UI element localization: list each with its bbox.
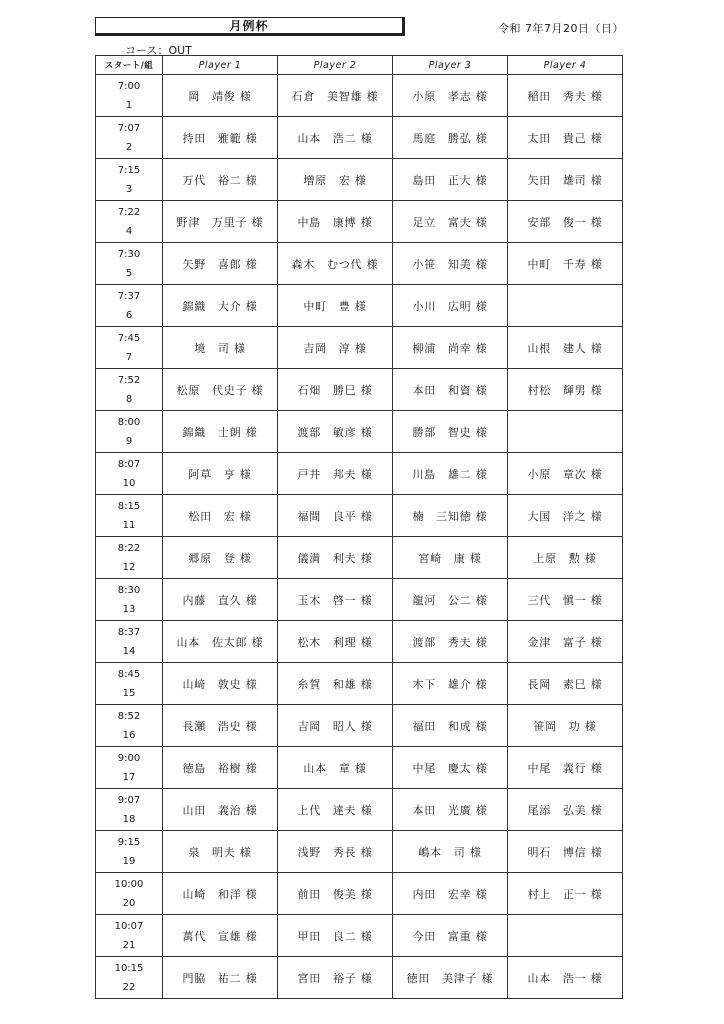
start-cell (96, 369, 163, 411)
group-number: 7 (125, 351, 133, 363)
start-time: 10:07 (114, 920, 144, 932)
group-number: 21 (122, 939, 136, 951)
player-2-cell: 浅野 秀長 様 (278, 831, 393, 873)
document-title: 月例杯 (95, 17, 405, 36)
player-2-cell: 糸賀 和雄 様 (278, 663, 393, 705)
player-3-cell: 嶋本 司 様 (393, 831, 508, 873)
player-3-cell: 今田 富重 様 (393, 915, 508, 957)
player-2-cell: 山本 浩二 様 (278, 117, 393, 159)
player-4-cell (508, 285, 623, 327)
start-time: 8:15 (117, 500, 141, 512)
player-4-cell: 小原 章次 様 (508, 453, 623, 495)
start-time: 8:37 (117, 626, 141, 638)
group-number: 13 (122, 603, 136, 615)
player-2-cell: 松木 利理 様 (278, 621, 393, 663)
player-1-cell: 岡 靖俊 様 (163, 75, 278, 117)
group-number: 11 (122, 519, 136, 531)
player-4-cell: 明石 博信 様 (508, 831, 623, 873)
start-time: 8:00 (117, 416, 141, 428)
player-1-cell: 持田 雅範 様 (163, 117, 278, 159)
start-time: 7:07 (117, 122, 141, 134)
column-header-player-1: Player 1 (163, 56, 278, 75)
group-number: 1 (125, 99, 133, 111)
start-cell (96, 453, 163, 495)
group-number: 2 (125, 141, 133, 153)
table-row (96, 201, 623, 243)
table-row (96, 537, 623, 579)
player-1-cell: 矢野 喜郎 様 (163, 243, 278, 285)
player-4-cell (508, 915, 623, 957)
player-1-cell: 長瀬 浩史 様 (163, 705, 278, 747)
start-time: 7:30 (117, 248, 141, 260)
tee-time-table-wrapper (95, 55, 623, 999)
player-4-cell: 長岡 素巳 様 (508, 663, 623, 705)
player-3-cell: 徳田 美津子 様 (393, 957, 508, 999)
course-label: コース：OUT (125, 44, 192, 57)
player-1-cell: 徳島 裕樹 様 (163, 747, 278, 789)
column-header-player-3: Player 3 (393, 56, 508, 75)
start-time: 10:15 (114, 962, 144, 974)
table-row (96, 75, 623, 117)
group-number: 18 (122, 813, 136, 825)
table-header-row (96, 56, 623, 75)
start-time: 7:15 (117, 164, 141, 176)
player-2-cell: 上代 達夫 様 (278, 789, 393, 831)
player-2-cell: 吉岡 淳 様 (278, 327, 393, 369)
start-time: 8:52 (117, 710, 141, 722)
player-2-cell: 甲田 良二 様 (278, 915, 393, 957)
player-2-cell: 儀満 利夫 様 (278, 537, 393, 579)
player-3-cell: 福田 和成 様 (393, 705, 508, 747)
table-row (96, 915, 623, 957)
table-row (96, 369, 623, 411)
start-cell (96, 831, 163, 873)
start-cell (96, 705, 163, 747)
group-number: 22 (122, 981, 136, 993)
player-4-cell: 三代 愼一 様 (508, 579, 623, 621)
start-cell (96, 327, 163, 369)
table-row (96, 705, 623, 747)
player-4-cell: 金津 富子 様 (508, 621, 623, 663)
player-3-cell: 馬庭 勝弘 様 (393, 117, 508, 159)
player-4-cell: 安部 俊一 様 (508, 201, 623, 243)
start-cell (96, 957, 163, 999)
group-number: 9 (125, 435, 133, 447)
player-4-cell: 山本 浩一 様 (508, 957, 623, 999)
table-row (96, 159, 623, 201)
start-time: 8:45 (117, 668, 141, 680)
player-3-cell: 内田 宏幸 様 (393, 873, 508, 915)
start-time: 8:22 (117, 542, 141, 554)
table-row (96, 789, 623, 831)
start-cell (96, 117, 163, 159)
column-header-player-4: Player 4 (508, 56, 623, 75)
player-4-cell (508, 411, 623, 453)
start-cell (96, 537, 163, 579)
player-4-cell: 山根 建人 様 (508, 327, 623, 369)
player-4-cell: 上原 勲 様 (508, 537, 623, 579)
player-2-cell: 増原 宏 様 (278, 159, 393, 201)
start-cell (96, 747, 163, 789)
player-2-cell: 中町 豊 様 (278, 285, 393, 327)
player-3-cell: 小川 広明 様 (393, 285, 508, 327)
player-4-cell: 矢田 雄司 様 (508, 159, 623, 201)
player-4-cell: 尾添 弘美 様 (508, 789, 623, 831)
player-1-cell: 松田 宏 様 (163, 495, 278, 537)
table-row (96, 747, 623, 789)
start-cell (96, 285, 163, 327)
start-time: 10:00 (114, 878, 144, 890)
start-cell (96, 579, 163, 621)
start-time: 7:45 (117, 332, 141, 344)
group-number: 8 (125, 393, 133, 405)
player-1-cell: 萬代 宣雄 様 (163, 915, 278, 957)
player-3-cell: 本田 光廣 様 (393, 789, 508, 831)
player-3-cell: 木下 雄介 様 (393, 663, 508, 705)
player-1-cell: 郷原 登 様 (163, 537, 278, 579)
player-3-cell: 柳浦 尚幸 様 (393, 327, 508, 369)
player-4-cell: 稲田 秀夫 様 (508, 75, 623, 117)
table-row (96, 243, 623, 285)
player-3-cell: 小笹 知美 様 (393, 243, 508, 285)
player-2-cell: 山本 章 様 (278, 747, 393, 789)
table-row (96, 453, 623, 495)
player-4-cell: 中町 千寿 様 (508, 243, 623, 285)
player-3-cell: 渡部 秀夫 様 (393, 621, 508, 663)
player-3-cell: 楠 三知徳 様 (393, 495, 508, 537)
group-number: 19 (122, 855, 136, 867)
table-row (96, 117, 623, 159)
player-2-cell: 前田 俊美 様 (278, 873, 393, 915)
table-row (96, 873, 623, 915)
table-row (96, 411, 623, 453)
player-2-cell: 中島 康博 様 (278, 201, 393, 243)
player-4-cell: 笹岡 功 様 (508, 705, 623, 747)
player-2-cell: 玉木 啓一 様 (278, 579, 393, 621)
document-date: 令和 7年7月20日（日） (498, 22, 624, 35)
group-number: 17 (122, 771, 136, 783)
start-cell (96, 75, 163, 117)
group-number: 5 (125, 267, 133, 279)
start-time: 9:15 (117, 836, 141, 848)
table-row (96, 327, 623, 369)
player-4-cell: 中尾 義行 様 (508, 747, 623, 789)
player-1-cell: 万代 裕二 様 (163, 159, 278, 201)
player-2-cell: 森木 むつ代 様 (278, 243, 393, 285)
player-1-cell: 山崎 和洋 様 (163, 873, 278, 915)
player-3-cell: 島田 正大 様 (393, 159, 508, 201)
start-cell (96, 663, 163, 705)
player-1-cell: 泉 明夫 様 (163, 831, 278, 873)
start-time: 7:37 (117, 290, 141, 302)
player-3-cell: 勝部 智史 様 (393, 411, 508, 453)
player-3-cell: 川島 雄二 様 (393, 453, 508, 495)
group-number: 3 (125, 183, 133, 195)
player-3-cell: 中尾 慶太 様 (393, 747, 508, 789)
start-cell (96, 621, 163, 663)
start-cell (96, 411, 163, 453)
player-1-cell: 境 司 様 (163, 327, 278, 369)
table-row (96, 831, 623, 873)
start-cell (96, 159, 163, 201)
group-number: 16 (122, 729, 136, 741)
start-time: 9:00 (117, 752, 141, 764)
column-header-player-2: Player 2 (278, 56, 393, 75)
tee-time-table (95, 55, 623, 999)
player-2-cell: 宮田 裕子 様 (278, 957, 393, 999)
player-3-cell: 本田 和資 様 (393, 369, 508, 411)
start-time: 9:07 (117, 794, 141, 806)
player-1-cell: 山田 義治 様 (163, 789, 278, 831)
player-1-cell: 山﨑 敦史 様 (163, 663, 278, 705)
player-2-cell: 渡部 敏彦 様 (278, 411, 393, 453)
group-number: 6 (125, 309, 133, 321)
table-row (96, 663, 623, 705)
player-3-cell: 足立 富夫 様 (393, 201, 508, 243)
group-number: 4 (125, 225, 133, 237)
group-number: 14 (122, 645, 136, 657)
table-row (96, 957, 623, 999)
player-4-cell: 村松 輝男 様 (508, 369, 623, 411)
player-3-cell: 龍河 公二 様 (393, 579, 508, 621)
player-1-cell: 阿草 亨 様 (163, 453, 278, 495)
start-cell (96, 789, 163, 831)
table-row (96, 621, 623, 663)
start-cell (96, 201, 163, 243)
table-row (96, 285, 623, 327)
start-cell (96, 495, 163, 537)
table-row (96, 579, 623, 621)
player-2-cell: 石畑 勝巳 様 (278, 369, 393, 411)
start-time: 8:07 (117, 458, 141, 470)
player-1-cell: 錦織 大介 様 (163, 285, 278, 327)
start-time: 7:52 (117, 374, 141, 386)
player-2-cell: 戸井 邦夫 様 (278, 453, 393, 495)
start-cell (96, 243, 163, 285)
player-2-cell: 福間 良平 様 (278, 495, 393, 537)
start-cell (96, 915, 163, 957)
group-number: 10 (122, 477, 136, 489)
player-2-cell: 石倉 美智雄 様 (278, 75, 393, 117)
start-cell (96, 873, 163, 915)
group-number: 20 (122, 897, 136, 909)
start-time: 8:30 (117, 584, 141, 596)
player-1-cell: 錦織 士朗 様 (163, 411, 278, 453)
player-1-cell: 山本 佐太郎 様 (163, 621, 278, 663)
start-time: 7:22 (117, 206, 141, 218)
player-4-cell: 大国 洋之 様 (508, 495, 623, 537)
player-1-cell: 野津 万里子 様 (163, 201, 278, 243)
player-1-cell: 内藤 直久 様 (163, 579, 278, 621)
group-number: 12 (122, 561, 136, 573)
group-number: 15 (122, 687, 136, 699)
player-4-cell: 村上 正一 様 (508, 873, 623, 915)
player-4-cell: 太田 貴己 様 (508, 117, 623, 159)
player-3-cell: 小原 孝志 様 (393, 75, 508, 117)
column-header-start-group: スタート/組 (96, 56, 163, 75)
player-1-cell: 松原 代史子 様 (163, 369, 278, 411)
player-3-cell: 宮崎 康 様 (393, 537, 508, 579)
start-time: 7:00 (117, 80, 141, 92)
player-2-cell: 吉岡 昭人 様 (278, 705, 393, 747)
table-row (96, 495, 623, 537)
player-1-cell: 門脇 祐二 様 (163, 957, 278, 999)
